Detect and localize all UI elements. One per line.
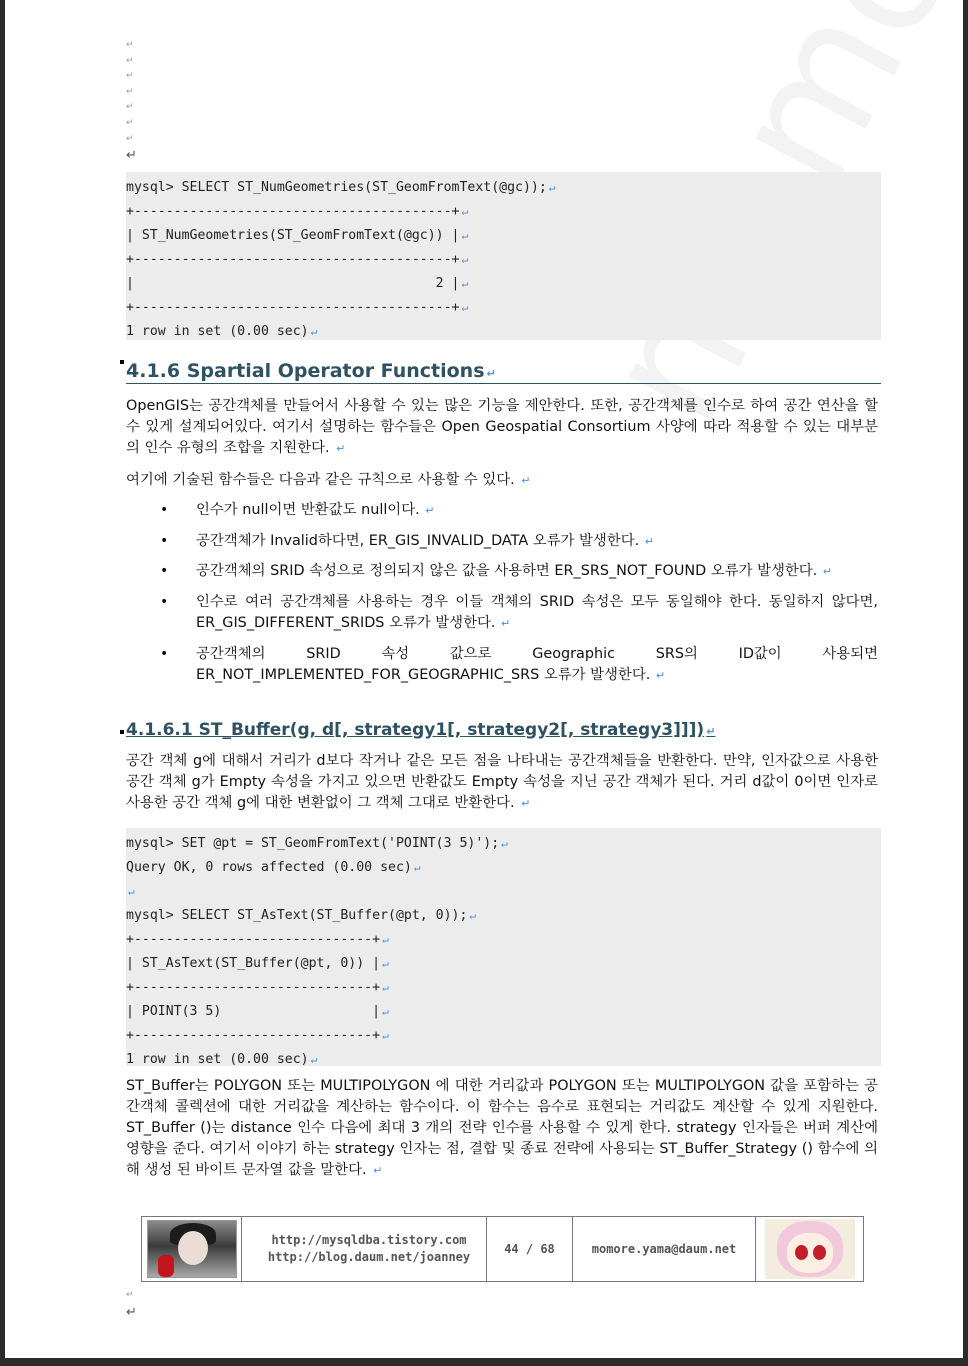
section-heading: 4.1.6 Spartial Operator Functions ↵: [126, 360, 881, 384]
code-block-st-buffer: [126, 828, 881, 1066]
rule-item: • 공간객체의 SRID 속성 값으로 Geographic SRS의 ID값이 사용되면 ER_NOT_IMPLEMENTED_FOR_GEOGRAPHIC_SRS 오류가 발생한다. ↵: [126, 644, 878, 687]
subsection-description: 공간 객체 g에 대해서 거리가 d보다 작거나 같은 모든 점을 나타내는 공간객체들을 반환한다. 만약, 인자값으로 사용한 공간 객체 g가 Empty 속성을 가지고 있으면 반환값도 Empty 속성을 지닌 공간 객체가 된다. 거리 d값이 0이면 인자로 사용한 공간 객체 g에 대한 변환없이 그 객체 그대로 반환한다. ↵: [126, 753, 878, 811]
code-line: +----------------------------------------+ ↵: [126, 300, 469, 315]
code-text: mysql> SET @pt = ST_GeomFromText('POINT(3 5)');: [126, 836, 500, 851]
empty-paragraph-marks: ↵ ↵ ↵ ↵ ↵ ↵ ↵ ↵: [126, 40, 137, 164]
section-intro: OpenGIS는 공간객체를 만들어서 사용할 수 있는 많은 기능을 제안한다. 또한, 공간객체를 인수로 하여 공간 연산을 할 수 있게 설계되어있다. 여기서 설명하는 함수들은 Open Geospatial Consortium 사양에 따라 적용할 수 있는 대부분의 인수 유형의 조합을 지원한다. ↵: [126, 398, 878, 456]
blog-url-2[interactable]: http://blog.daum.net/joanney: [267, 1250, 471, 1264]
code-text: +----------------------------------------+: [126, 300, 460, 315]
rule-item: • 인수로 여러 공간객체를 사용하는 경우 이들 객체의 SRID 속성은 모두 동일해야 한다. 동일하지 않다면, ER_GIS_DIFFERENT_SRIDS 오류가 발생한다. ↵: [126, 592, 878, 635]
subheading-marker: [120, 730, 124, 734]
code-line: +----------------------------------------+ ↵: [126, 204, 469, 219]
code-line: ↵: [128, 885, 135, 898]
heading-marker: [120, 360, 124, 364]
code-line: +------------------------------+ ↵: [126, 980, 389, 995]
code-line: mysql> SET @pt = ST_GeomFromText('POINT(3 5)'); ↵: [126, 836, 508, 851]
author-avatar-right: [756, 1217, 863, 1281]
code-line: mysql> SELECT ST_AsText(ST_Buffer(@pt, 0)); ↵: [126, 908, 477, 923]
blog-url-1[interactable]: http://mysqldba.tistory.com: [271, 1233, 467, 1247]
code-text: | ST_NumGeometries(ST_GeomFromText(@gc)) |: [126, 228, 460, 243]
code-line: Query OK, 0 rows affected (0.00 sec) ↵: [126, 860, 421, 875]
code-text: | ST_AsText(ST_Buffer(@pt, 0)) |: [126, 956, 381, 971]
trailing-paragraph-marks: ↵ ↵: [126, 1290, 137, 1320]
code-text: +------------------------------+: [126, 980, 381, 995]
subsection-heading: 4.1.6.1 ST_Buffer(g, d[, strategy1[, strategy2[, strategy3]]]) ↵: [126, 720, 716, 740]
code-line: | ST_NumGeometries(ST_GeomFromText(@gc)) | ↵: [126, 228, 469, 243]
code-line: +------------------------------+ ↵: [126, 1028, 389, 1043]
code-text: Query OK, 0 rows affected (0.00 sec): [126, 860, 412, 875]
rule-item: • 공간객체의 SRID 속성으로 정의되지 않은 값을 사용하면 ER_SRS_NOT_FOUND 오류가 발생한다. ↵: [126, 561, 878, 583]
code-line: mysql> SELECT ST_NumGeometries(ST_GeomFromText(@gc)); ↵: [126, 180, 556, 195]
rules-intro: 여기에 기술된 함수들은 다음과 같은 규칙으로 사용할 수 있다. ↵: [126, 472, 531, 488]
footer-urls: [242, 1217, 487, 1281]
code-text: mysql> SELECT ST_AsText(ST_Buffer(@pt, 0));: [126, 908, 468, 923]
code-line: 1 row in set (0.00 sec) ↵: [126, 1052, 318, 1067]
document-page: [5, 0, 963, 1358]
code-line: +----------------------------------------+ ↵: [126, 252, 469, 267]
code-text: | POINT(3 5) |: [126, 1004, 381, 1019]
code-text: | 2 |: [126, 276, 460, 291]
code-line: | ST_AsText(ST_Buffer(@pt, 0)) | ↵: [126, 956, 389, 971]
avatar-image: [147, 1220, 237, 1278]
avatar-image: [765, 1219, 855, 1279]
code-line: | 2 | ↵: [126, 276, 469, 291]
code-text: 1 row in set (0.00 sec): [126, 324, 309, 339]
rule-item: • 공간객체가 Invalid하다면, ER_GIS_INVALID_DATA 오류가 발생한다. ↵: [126, 531, 878, 553]
code-line: | POINT(3 5) | ↵: [126, 1004, 389, 1019]
code-line: +------------------------------+ ↵: [126, 932, 389, 947]
code-block-num-geometries: [126, 172, 881, 340]
code-text: +----------------------------------------+: [126, 204, 460, 219]
rules-list: [126, 500, 878, 696]
author-avatar-left: [142, 1217, 242, 1281]
author-email[interactable]: momore.yama@daum.net: [573, 1217, 756, 1281]
subsection-explanation: ST_Buffer는 POLYGON 또는 MULTIPOLYGON 에 대한 거리값과 POLYGON 또는 MULTIPOLYGON 값을 포함하는 공간객체 콜렉션에 대한 거리값을 계산하는 함수이다. 이 함수는 음수로 표현되는 거리값도 계산할 수 있게 지원한다. ST_Buffer ()는 distance 인수 다음에 최대 3 개의 전략 인수를 사용할 수 있게 한다. strategy 인자들은 버퍼 계산에 영향을 준다. 여기서 이야기 하는 strategy 인자는 점, 결합 및 종료 전략에 사용되는 ST_Buffer_Strategy () 함수에 의해 생성 된 바이트 문자열 값을 말한다. ↵: [126, 1078, 878, 1178]
page-footer: [141, 1216, 864, 1282]
code-text: +------------------------------+: [126, 1028, 381, 1043]
code-text: 1 row in set (0.00 sec): [126, 1052, 309, 1067]
code-line: 1 row in set (0.00 sec) ↵: [126, 324, 318, 339]
page-number: 44 / 68: [487, 1217, 573, 1281]
code-text: +----------------------------------------+: [126, 252, 460, 267]
code-text: +------------------------------+: [126, 932, 381, 947]
code-text: mysql> SELECT ST_NumGeometries(ST_GeomFromText(@gc));: [126, 180, 547, 195]
rule-item: • 인수가 null이면 반환값도 null이다. ↵: [126, 500, 878, 522]
